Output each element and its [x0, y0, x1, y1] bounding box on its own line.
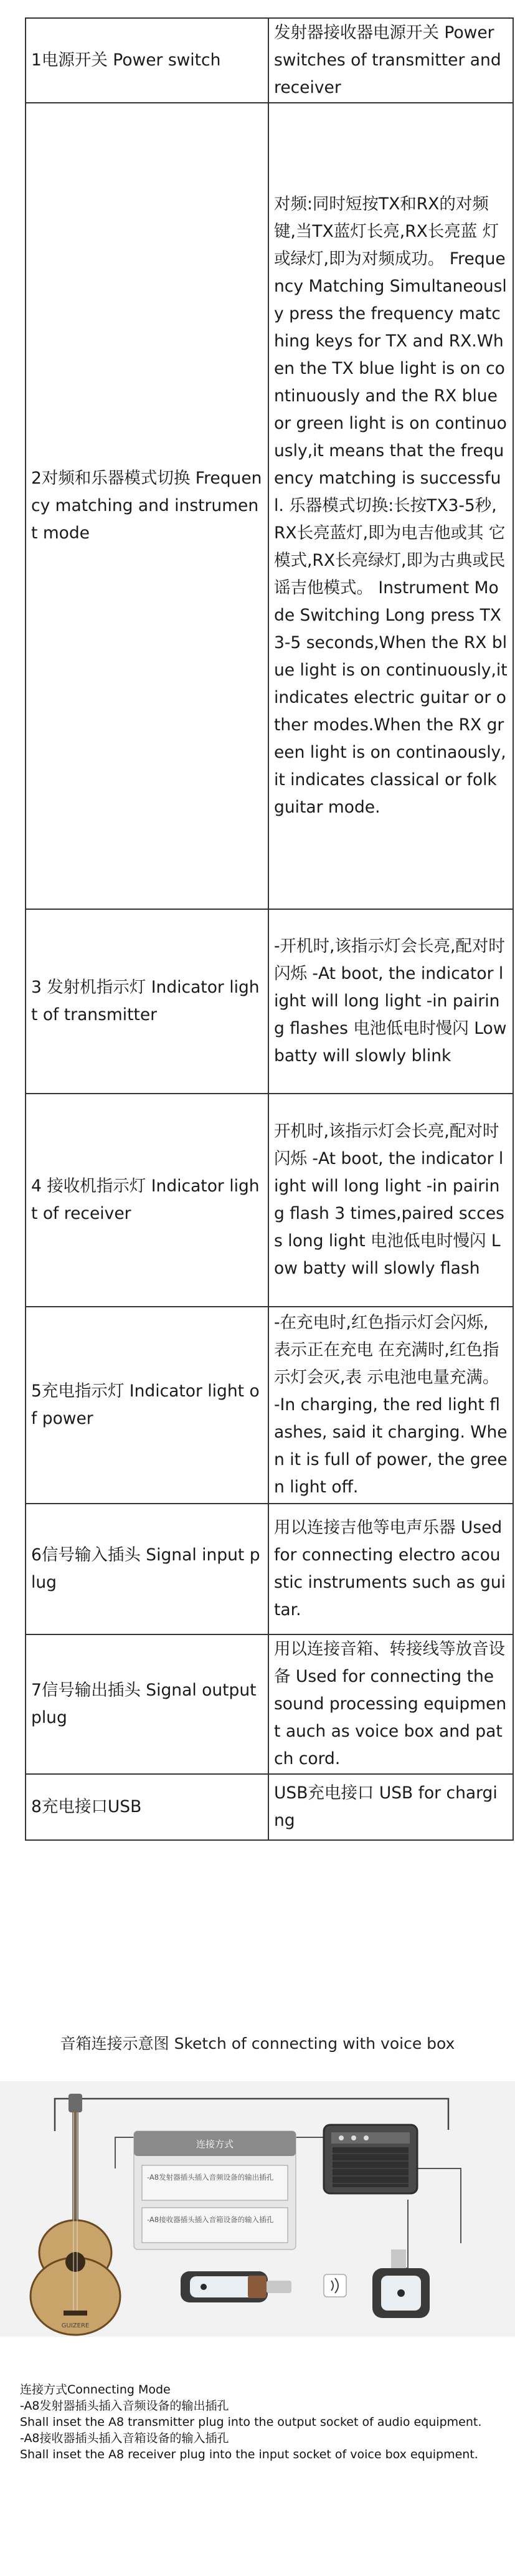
table-row: [26, 1634, 513, 1774]
function-name-cell: 4 接收机指示灯 Indicator light of receiver: [26, 1094, 268, 1307]
function-desc-cell: 开机时,该指示灯会长亮,配对时闪烁 -At boot, the indicator light will long light -in pairing flash 3 times,paired sccess long light 电池低电时慢闪 Low batty will slowly flash: [268, 1094, 513, 1307]
notes-line2-en: Shall inset the A8 receiver plug into the input socket of voice box equipment.: [20, 2448, 478, 2461]
function-name-cell: 8充电接口USB: [26, 1774, 268, 1840]
notes-line1-en: Shall inset the A8 transmitter plug into the output socket of audio equipment.: [20, 2415, 482, 2429]
spec-table: [25, 17, 514, 1841]
panel-note-2: -A8接收器插头插入音箱设备的输入插孔: [147, 2215, 274, 2224]
function-desc-cell: 发射器接收器电源开关 Power switches of transmitter and receiver: [268, 18, 513, 103]
function-name-cell: 3 发射机指示灯 Indicator light of transmitter: [26, 909, 268, 1094]
function-name-cell: 7信号输出插头 Signal output plug: [26, 1634, 268, 1774]
notes-line2-cn: -A8接收器插头插入音箱设备的输入插孔: [20, 2431, 229, 2445]
guitar-icon: [31, 2094, 120, 2335]
mode-info-panel: [134, 2131, 296, 2249]
amplifier-icon: [324, 2125, 417, 2193]
function-desc-cell: -开机时,该指示灯会长亮,配对时闪烁 -At boot, the indicator light will long light -in pairing flashes 电池低电时慢闪 Low batty will slowly blink: [268, 909, 513, 1094]
notes-line1-cn: -A8发射器插头插入音频设备的输出插孔: [20, 2399, 229, 2413]
wireless-icon: [324, 2274, 346, 2297]
panel-title: 连接方式: [196, 2139, 234, 2150]
section-title: 音箱连接示意图 Sketch of connecting with voice box: [60, 2035, 455, 2053]
table-row: [26, 1504, 513, 1634]
table-row: [26, 103, 513, 909]
table-row: [26, 909, 513, 1094]
panel-note-1: -A8发射器插头插入音频设备的输出插孔: [147, 2173, 274, 2182]
guitar-brand-label: GUIZERE: [61, 2322, 90, 2329]
function-name-cell: 6信号输入插头 Signal input plug: [26, 1504, 268, 1634]
function-name-cell: 5充电指示灯 Indicator light of power: [26, 1307, 268, 1504]
table-row: [26, 1774, 513, 1840]
function-name-cell: 2对频和乐器模式切换 Frequency matching and instrument mode: [26, 103, 268, 909]
function-desc-cell: -在充电时,红色指示灯会闪烁, 表示正在充电 在充满时,红色指示灯会灭,表 示电池电量充满。 -In charging, the red light flashes, said it charging. When it is full of power, the green light off.: [268, 1307, 513, 1504]
function-name-cell: 1电源开关 Power switch: [26, 18, 268, 103]
function-desc-cell: USB充电接口 USB for charging: [268, 1774, 513, 1840]
table-row: [26, 18, 513, 103]
table-row: [26, 1094, 513, 1307]
function-desc-cell: 用以连接吉他等电声乐器 Used for connecting electro acoustic instruments such as guitar.: [268, 1504, 513, 1634]
transmitter-icon: [181, 2271, 291, 2302]
notes-heading: 连接方式Connecting Mode: [20, 2383, 171, 2397]
function-desc-cell: 用以连接音箱、转接线等放音设 备 Used for connecting the sound processing equipment auch as voice box and patch cord.: [268, 1634, 513, 1774]
receiver-icon: [372, 2249, 430, 2318]
function-desc-cell: 对频:同时短按TX和RX的对频键,当TX蓝灯长亮,RX长亮蓝 灯或绿灯,即为对频成功。 Frequency Matching Simultaneously press the frequency matching keys for TX and RX.When the TX blue light is on continuously and the RX blue or green light is on continuously,it means that the frequency matching is successful. 乐器模式切换:长按TX3-5秒,RX长亮蓝灯,即为电吉他或其 它模式,RX长亮绿灯,即为古典或民谣吉他模式。 Instrument Mode Switching Long press TX3-5 seconds,When the RX blue light is on continuously,it indicates electric guitar or other modes.When the RX green light is on continaously, it indicates classical or folk guitar mode.: [268, 103, 513, 909]
connecting-mode-notes: [20, 2382, 499, 2463]
table-row: [26, 1307, 513, 1504]
connection-diagram: [0, 2081, 515, 2337]
